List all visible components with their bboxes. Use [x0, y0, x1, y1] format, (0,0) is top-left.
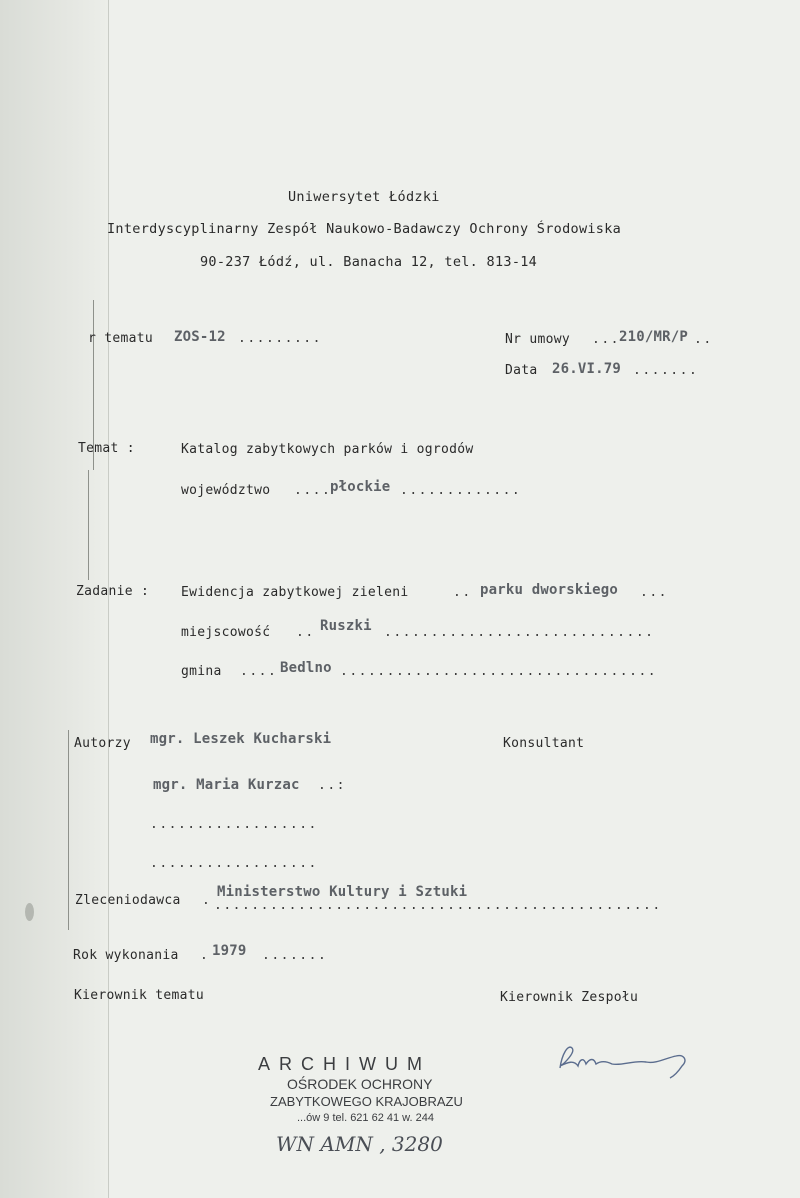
autorzy-label: Autorzy	[74, 736, 131, 751]
zleceniodawca-label: Zleceniodawca	[75, 893, 181, 908]
dotted-leader: ..................	[150, 817, 318, 832]
zadanie-value: parku dworskiego	[480, 582, 619, 598]
dotted-leader: .......	[633, 363, 699, 378]
zadanie-label: Zadanie :	[76, 584, 150, 599]
temat-value: Katalog zabytkowych parków i ogrodów	[181, 442, 474, 457]
punch-hole	[25, 903, 34, 921]
dotted-leader: ....	[294, 483, 332, 498]
dotted-leader: ..	[694, 332, 713, 347]
gmina-value: Bedlno	[280, 660, 332, 676]
rok-value: 1979	[212, 943, 247, 959]
archive-stamp-line4: ...ów 9 tel. 621 62 41 w. 244	[297, 1112, 434, 1124]
zleceniodawca-value: Ministerstwo Kultury i Sztuki	[217, 884, 468, 900]
dotted-leader: ..	[296, 625, 315, 640]
miejscowosc-value: Ruszki	[320, 618, 372, 634]
wojewodztwo-value: płockie	[330, 479, 391, 495]
zadanie-text: Ewidencja zabytkowej zieleni	[181, 585, 409, 600]
author-2: mgr. Maria Kurzac	[153, 777, 300, 793]
dotted-leader: .........	[238, 331, 322, 346]
temat-label: Temat :	[78, 441, 135, 456]
kierownik-zespolu-label: Kierownik Zespołu	[500, 990, 639, 1005]
dotted-leader: ...	[592, 332, 620, 347]
margin-line	[88, 470, 89, 580]
dotted-leader: ..................................	[340, 664, 658, 679]
handwritten-inventory-number: WN AMN , 3280	[276, 1132, 443, 1156]
nr-tematu-value: ZOS-12	[174, 329, 226, 345]
dotted-leader: .............................	[384, 625, 655, 640]
nr-tematu-label: r tematu	[88, 331, 154, 346]
nr-umowy-label: Nr umowy	[505, 332, 571, 347]
dotted-leader: ..:	[318, 778, 346, 793]
kierownik-tematu-label: Kierownik tematu	[74, 988, 205, 1003]
gmina-label: gmina	[181, 664, 222, 679]
archive-stamp-line2: OŚRODEK OCHRONY	[287, 1076, 433, 1092]
data-label: Data	[505, 363, 538, 378]
university-name: Uniwersytet Łódzki	[288, 189, 440, 205]
dotted-leader: .............	[400, 483, 522, 498]
wojewodztwo-label: województwo	[181, 483, 271, 498]
dotted-leader: .	[200, 948, 210, 963]
author-1: mgr. Leszek Kucharski	[150, 731, 332, 747]
miejscowosc-label: miejscowość	[181, 625, 271, 640]
dotted-leader: ..	[453, 585, 472, 600]
signature-icon	[550, 1036, 700, 1086]
margin-line	[68, 730, 69, 930]
konsultant-label: Konsultant	[503, 736, 585, 751]
dotted-leader: ...	[640, 585, 668, 600]
data-value: 26.VI.79	[552, 361, 622, 377]
archive-stamp-title: ARCHIWUM	[258, 1054, 431, 1074]
rok-label: Rok wykonania	[73, 948, 179, 963]
dotted-leader: .	[202, 893, 212, 908]
institute-address: 90-237 Łódź, ul. Banacha 12, tel. 813-14	[200, 254, 538, 270]
page-fold-margin	[0, 0, 109, 1198]
archive-stamp-line3: ZABYTKOWEGO KRAJOBRAZU	[270, 1094, 463, 1109]
institute-name: Interdyscyplinarny Zespół Naukowo-Badawczy Ochrony Środowiska	[107, 221, 622, 237]
dotted-leader: ................................................	[214, 898, 662, 913]
dotted-leader: .......	[262, 948, 328, 963]
dotted-leader: ....	[240, 664, 278, 679]
nr-umowy-value: 210/MR/P	[619, 329, 689, 345]
dotted-leader: ..................	[150, 856, 318, 871]
